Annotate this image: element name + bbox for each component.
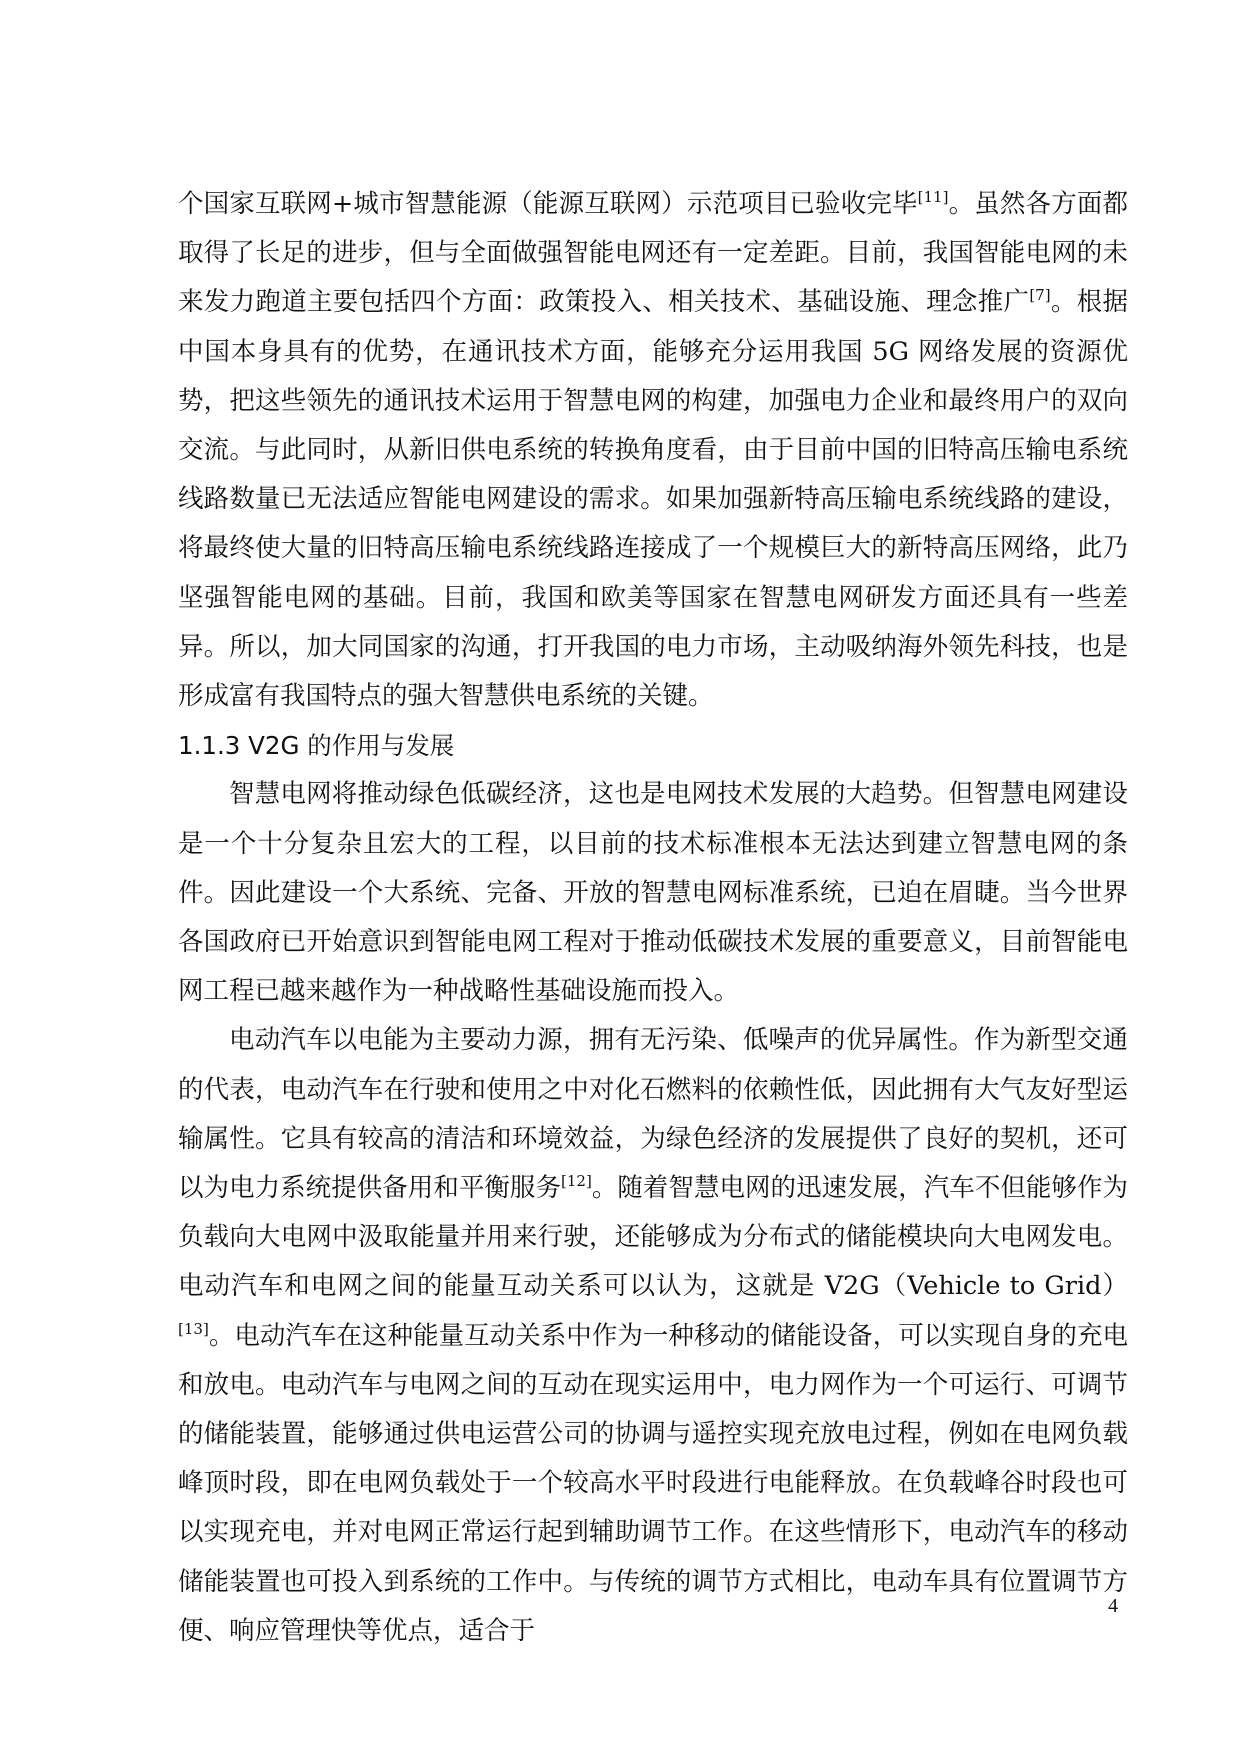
body-text bbox=[178, 180, 1128, 1656]
paragraph-text: 电动汽车以电能为主要动力源，拥有无污染、低噪声的优异属性。作为新型交通的代表，电动汽车在行驶和使用之中对化石燃料的依赖性低，因此拥有大气友好型运输属性。它具有较高的清洁和环境效益，为绿色经济的发展提供了良好的契机，还可以为电力系统提供备用和平衡服务 bbox=[178, 1025, 1128, 1204]
paragraph-text: 个国家互联网+城市智慧能源（能源互联网）示范项目已验收完毕 bbox=[178, 189, 918, 219]
paragraph-text: 。根据中国本身具有的优势，在通讯技术方面，能够充分运用我国 5G 网络发展的资源优势，把这些领先的通讯技术运用于智慧电网的构建，加强电力企业和最终用户的双向交流。与此同时，从新旧供电系统的转换角度看，由于目前中国的旧特高压输电系统线路数量已无法适应智能电网建设的需求。如果加强新特高压输电系统线路的建设，将最终使大量的旧特高压输电系统线路连接成了一个规模巨大的新特高压网络，此乃坚强智能电网的基础。目前，我国和欧美等国家在智慧电网研发方面还具有一些差异。所以，加大同国家的沟通，打开我国的电力市场，主动吸纳海外领先科技，也是形成富有我国特点的强大智慧供电系统的关键。 bbox=[178, 287, 1128, 712]
citation-reference: [13] bbox=[178, 1319, 209, 1338]
paragraph-electric-vehicles bbox=[178, 1016, 1128, 1656]
section-heading: 1.1.3 V2G 的作用与发展 bbox=[178, 731, 455, 761]
citation-reference: [7] bbox=[1029, 286, 1051, 305]
citation-reference: [11] bbox=[917, 188, 949, 206]
paragraph-continued bbox=[178, 180, 1128, 721]
paragraph-smart-grid: 智慧电网将推动绿色低碳经济，这也是电网技术发展的大趋势。但智慧电网建设是一个十分复杂且宏大的工程，以目前的技术标准根本无法达到建立智慧电网的条件。因此建设一个大系统、完备、开放的智慧电网标准系统，已迫在眉睫。当今世界各国政府已开始意识到智能电网工程对于推动低碳技术发展的重要意义，目前智能电网工程已越来越作为一种战略性基础设施而投入。 bbox=[178, 779, 1128, 1007]
citation-reference: [12] bbox=[561, 1172, 592, 1191]
paragraph-text: 。虽然各方面都取得了长足的进步，但与全面做强智能电网还有一定差距。目前，我国智能电网的未来发力跑道主要包括四个方面：政策投入、相关技术、基础设施、理念推广 bbox=[178, 189, 1128, 318]
paragraph-text: 。电动汽车在这种能量互动关系中作为一种移动的储能设备，可以实现自身的充电和放电。电动汽车与电网之间的互动在现实运用中，电力网作为一个可运行、可调节的储能装置，能够通过供电运营公司的协调与遥控实现充放电过程，例如在电网负载峰顶时段，即在电网负载处于一个较高水平时段进行电能释放。在负载峰谷时段也可以实现充电，并对电网正常运行起到辅助调节工作。在这些情形下，电动汽车的移动储能装置也可投入到系统的工作中。与传统的调节方式相比，电动车具有位置调节方便、响应管理快等优点，适合于 bbox=[178, 1320, 1128, 1646]
paragraph-text: 。随着智慧电网的迅速发展，汽车不但能够作为负载向大电网中汲取能量并用来行驶，还能够成为分布式的储能模块向大电网发电。电动汽车和电网之间的能量互动关系可以认为，这就是 V2G（Vehicle to Grid） bbox=[178, 1173, 1128, 1302]
page-number: 4 bbox=[1108, 1595, 1118, 1617]
